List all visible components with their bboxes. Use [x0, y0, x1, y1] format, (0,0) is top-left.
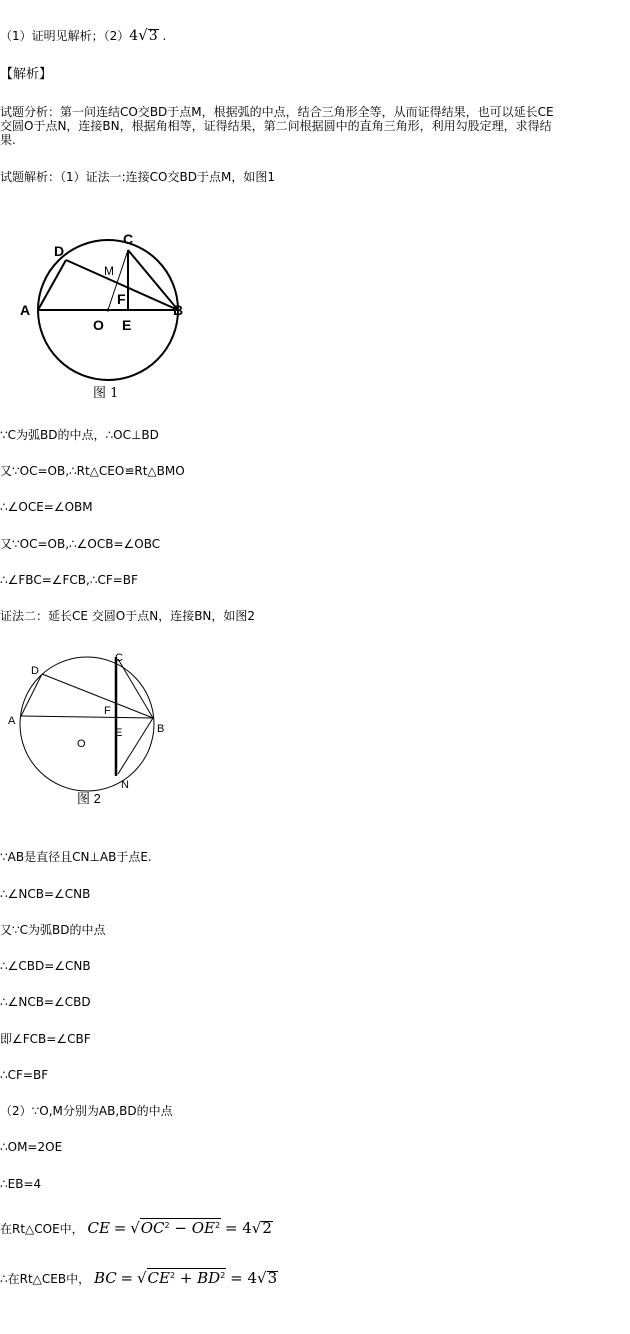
part2-line-3: ∴EB=4 — [0, 1177, 42, 1191]
section-header: 【解析】 — [0, 67, 53, 82]
fig1-label-a: A — [20, 302, 31, 318]
formula1-prefix: 在Rt△COE中， — [0, 1222, 84, 1236]
fig1-label-f: F — [117, 291, 126, 307]
sqrt-sign: √ — [136, 1269, 147, 1287]
fig1-label-c: C — [123, 231, 134, 247]
proof2-line-5: ∴∠NCB=∠CBD — [0, 995, 91, 1009]
proof1-line-3: ∴∠OCE=∠OBM — [0, 500, 93, 514]
proof1-line-2: 又∵OC=OB,∴Rt△CEO≌Rt△BMO — [0, 464, 185, 478]
formula2-lhs: BC — [93, 1269, 117, 1287]
analysis-line-3: 果. — [0, 133, 16, 147]
answer-radicand: 3 — [148, 28, 158, 44]
proof2-line-2: ∴∠NCB=∠CNB — [0, 887, 91, 901]
solution-intro: 试题解析：（1）证法一:连接CO交BD于点M，如图1 — [0, 170, 275, 184]
fig2-label-n: N — [121, 779, 129, 791]
fig1-label-o: O — [93, 317, 104, 333]
fig2-line-db — [42, 674, 153, 718]
part2-line-2: ∴OM=2OE — [0, 1140, 63, 1154]
formula1-lhs: CE — [87, 1219, 110, 1237]
fig2-diameter-ab — [21, 716, 153, 718]
proof2-intro: 证法二：延长CE 交圆O于点N，连接BN，如图2 — [0, 609, 256, 623]
formula1-result-rad: 2 — [262, 1219, 272, 1237]
proof2-line-1: ∵AB是直径且CN⊥AB于点E. — [0, 850, 152, 864]
fig1-label-d: D — [54, 243, 65, 259]
formula2-result-rad: 3 — [267, 1269, 278, 1287]
sqrt-sign: √ — [138, 26, 148, 44]
part2-line-1: （2）∵O,M分别为AB,BD的中点 — [0, 1104, 173, 1118]
formula2-radicand: $CE^2 + BD^2$ — [147, 1269, 226, 1287]
proof2-line-3: 又∵C为弧BD的中点 — [0, 923, 106, 937]
formula2-result-coef: 4 — [247, 1269, 258, 1287]
fig2-line-cb — [118, 659, 153, 718]
answer-part1: （1）证明见解析；（2） — [0, 29, 130, 43]
answer-coef: 4 — [129, 28, 139, 44]
formula1-result-coef: 4 — [242, 1219, 252, 1237]
sqrt-sign: √ — [257, 1269, 267, 1287]
proof1-line-1: ∵C为弧BD的中点，∴OC⊥BD — [0, 428, 159, 442]
fig2-label-d: D — [31, 665, 39, 677]
figure-2 — [0, 648, 180, 813]
fig1-caption: 图 1 — [93, 386, 119, 401]
analysis-line-2: 交圆O于点N，连接BN，根据角相等，证得结果，第二问根据圆中的直角三角形，利用勾股定理，求得结 — [0, 119, 552, 133]
proof1-line-4: 又∵OC=OB,∴∠OCB=∠OBC — [0, 537, 161, 551]
formula1-eq: = — [113, 1219, 127, 1237]
figure-1 — [0, 220, 200, 410]
fig2-label-f: F — [104, 705, 111, 717]
fig2-label-c: C — [115, 652, 123, 664]
sqrt-sign: √ — [130, 1219, 140, 1237]
proof2-line-4: ∴∠CBD=∠CNB — [0, 959, 91, 973]
formula-2: ∴在Rt△CEB中， BC = $√CE^2 + BD^2 = 4√3$ — [0, 1269, 278, 1287]
formula2-prefix: ∴在Rt△CEB中， — [0, 1272, 91, 1286]
fig2-line-bn — [118, 718, 153, 774]
proof1-line-5: ∴∠FBC=∠FCB,∴CF=BF — [0, 573, 138, 587]
fig1-label-b: B — [173, 302, 184, 318]
formula1-radicand: $OC^2 - OE^2$ — [140, 1219, 221, 1237]
proof2-line-7: ∴CF=BF — [0, 1068, 49, 1082]
fig2-label-e: E — [115, 727, 123, 739]
fig1-label-m: M — [104, 264, 114, 278]
fig1-label-e: E — [122, 317, 132, 333]
fig2-caption: 图 2 — [77, 791, 101, 806]
formula-1: 在Rt△COE中， CE = $√OC^2 - OE^2 = 4√2$ — [0, 1219, 272, 1237]
analysis-line-1: 试题分析：第一问连结CO交BD于点M，根据弧的中点，结合三角形全等，从而证得结果，也可以延长CE — [0, 105, 554, 119]
proof2-line-6: 即∠FCB=∠CBF — [0, 1032, 91, 1046]
fig2-line-ad — [21, 674, 42, 716]
answer-line — [0, 28, 166, 43]
fig2-label-a: A — [8, 715, 16, 727]
fig2-label-b: B — [157, 723, 165, 735]
answer-end: . — [162, 29, 167, 43]
sqrt-sign: √ — [251, 1219, 262, 1237]
fig2-label-o: O — [77, 738, 86, 750]
fig1-point-o — [107, 309, 110, 312]
formula2-eq: = — [120, 1269, 134, 1287]
